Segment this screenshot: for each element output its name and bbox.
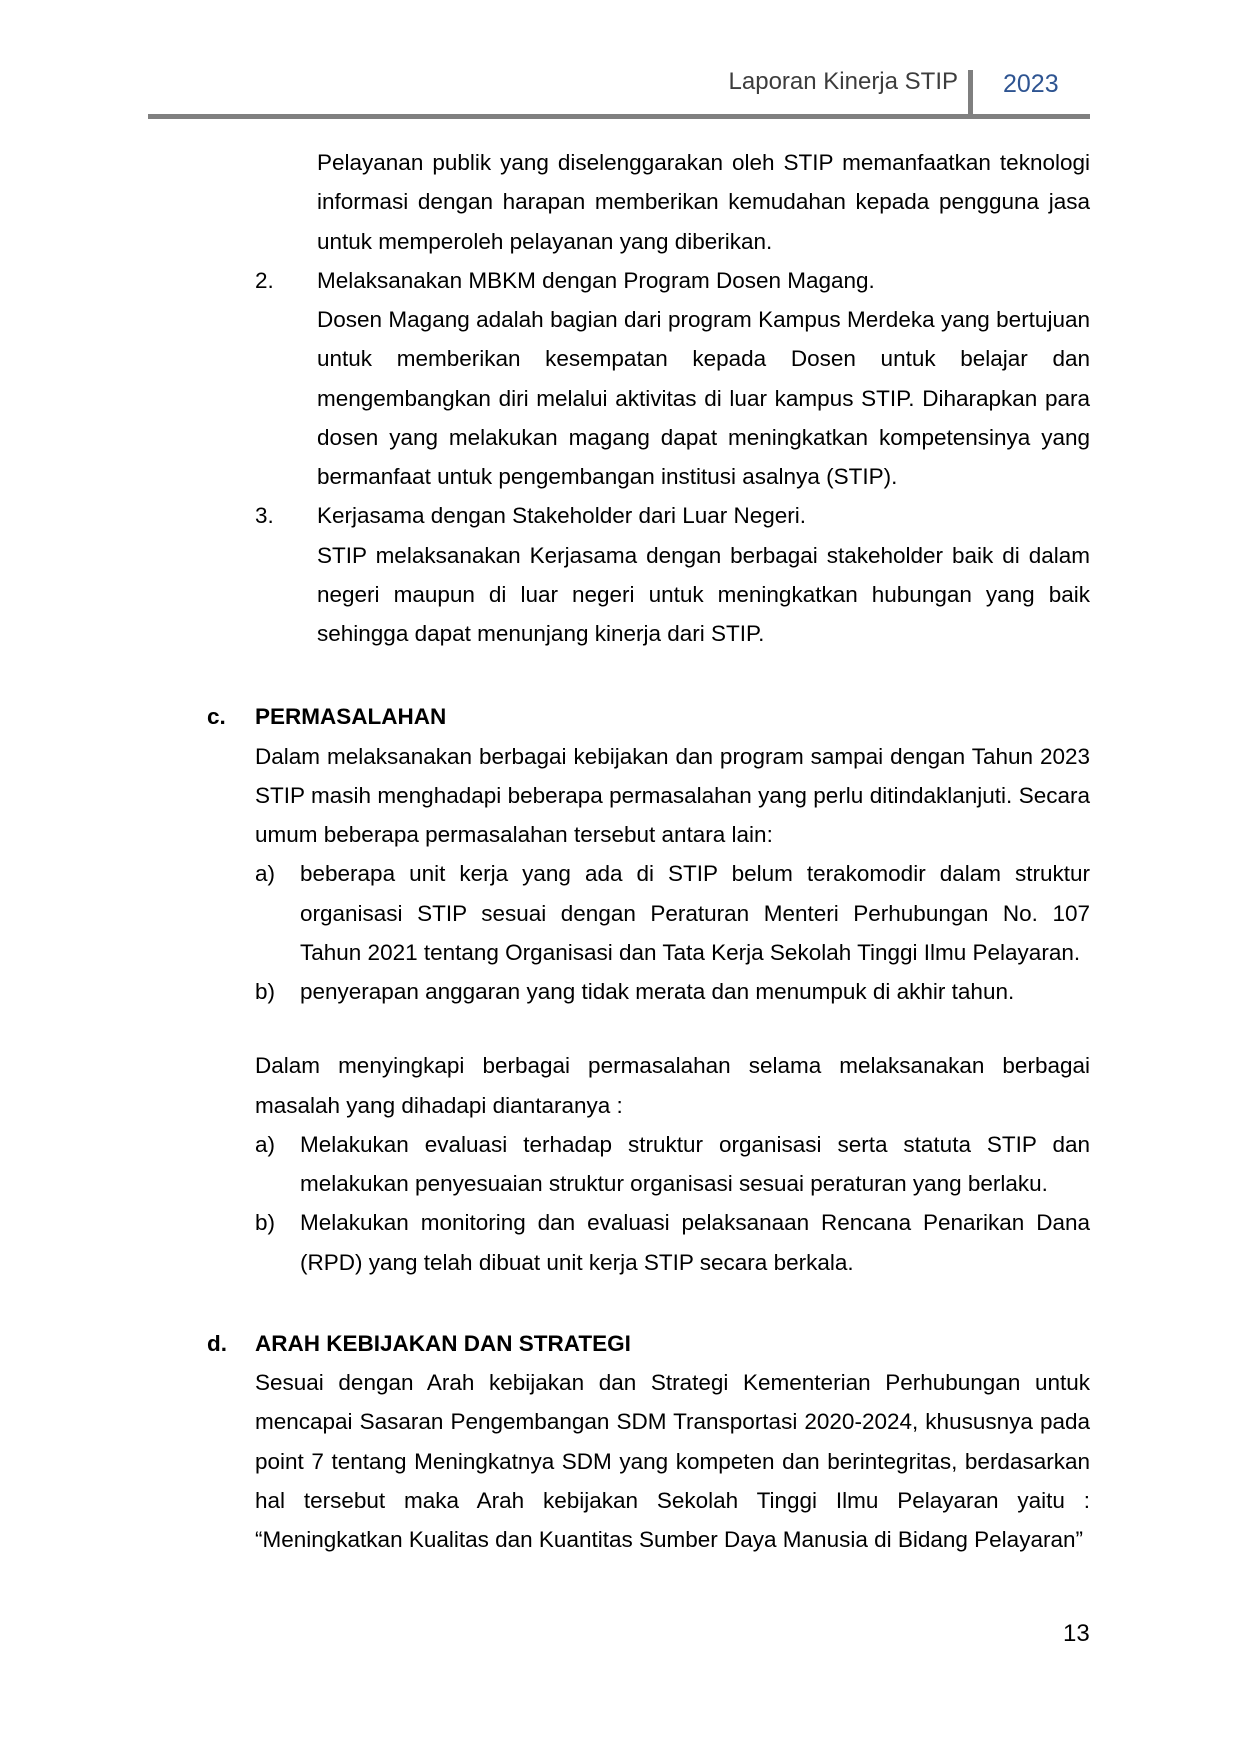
section-arah-kebijakan [207, 1324, 1090, 1560]
section-label: c. [207, 704, 226, 730]
section-title: PERMASALAHAN [255, 704, 447, 730]
list-text: Melakukan monitoring dan evaluasi pelaksanaan Rencana Penarikan Dana (RPD) yang telah dibuat unit kerja STIP secara berkala. [300, 1210, 1090, 1275]
item-number: 2. [255, 267, 274, 293]
list-marker: a) [255, 861, 276, 887]
item-paragraph: Dosen Magang adalah bagian dari program Kampus Merdeka yang bertujuan untuk memberikan kesempatan kepada Dosen untuk belajar dan mengembangkan diri melalui aktivitas di luar kampus STIP. Diharapkan para dosen yang melakukan magang dapat meningkatkan kompetensinya yang bermanfaat untuk pengembangan institusi asalnya (STIP). [317, 307, 1090, 489]
header-year: 2023 [1003, 70, 1059, 98]
numbered-item-2 [255, 261, 1090, 497]
solution-item-b [255, 1203, 1090, 1282]
item-paragraph: STIP melaksanakan Kerjasama dengan berbagai stakeholder baik di dalam negeri maupun di luar negeri untuk meningkatkan hubungan yang baik sehingga dapat menunjang kinerja dari STIP. [317, 542, 1090, 646]
section-paragraph: Dalam melaksanakan berbagai kebijakan dan program sampai dengan Tahun 2023 STIP masih menghadapi beberapa permasalahan yang perlu ditindaklanjuti. Secara umum beberapa permasalahan tersebut antara lain: [255, 743, 1090, 847]
solution-item-a [255, 1125, 1090, 1204]
problem-item-b [255, 972, 1090, 1011]
list-marker: b) [255, 1210, 276, 1236]
section-title: ARAH KEBIJAKAN DAN STRATEGI [255, 1330, 631, 1356]
section-label: d. [207, 1330, 227, 1356]
header-divider [968, 70, 973, 119]
problem-item-a [255, 854, 1090, 972]
list-text: penyerapan anggaran yang tidak merata dan menumpuk di akhir tahun. [300, 979, 1015, 1004]
item-number: 3. [255, 503, 274, 529]
document-body [0, 119, 1241, 1559]
page-header [0, 0, 1241, 120]
item-title: Melaksanakan MBKM dengan Program Dosen Magang. [317, 267, 875, 293]
page-number: 13 [1063, 1620, 1090, 1647]
section-permasalahan [207, 697, 1090, 1282]
list-marker: a) [255, 1131, 276, 1157]
list-text: beberapa unit kerja yang ada di STIP belum terakomodir dalam struktur organisasi STIP sesuai dengan Peraturan Menteri Perhubungan No. 107 Tahun 2021 tentang Organisasi dan Tata Kerja Sekolah Tinggi Ilmu Pelayaran. [300, 861, 1090, 965]
header-title: Laporan Kinerja STIP [728, 68, 958, 95]
item-title: Kerjasama dengan Stakeholder dari Luar Negeri. [317, 503, 807, 529]
list-text: Melakukan evaluasi terhadap struktur organisasi serta statuta STIP dan melakukan penyesuaian struktur organisasi sesuai peraturan yang berlaku. [300, 1131, 1090, 1196]
section-paragraph: Dalam menyingkapi berbagai permasalahan selama melaksanakan berbagai masalah yang dihadapi diantaranya : [255, 1053, 1090, 1118]
intro-paragraph: Pelayanan publik yang diselenggarakan oleh STIP memanfaatkan teknologi informasi dengan harapan memberikan kemudahan kepada pengguna jasa untuk memperoleh pelayanan yang diberikan. [317, 150, 1090, 254]
section-paragraph: Sesuai dengan Arah kebijakan dan Strategi Kementerian Perhubungan untuk mencapai Sasaran Pengembangan SDM Transportasi 2020-2024, khususnya pada point 7 tentang Meningkatnya SDM yang kompeten dan berintegritas, berdasarkan hal tersebut maka Arah kebijakan Sekolah Tinggi Ilmu Pelayaran yaitu : “Meningkatkan Kualitas dan Kuantitas Sumber Daya Manusia di Bidang Pelayaran” [255, 1370, 1090, 1552]
numbered-item-3 [255, 496, 1090, 653]
list-marker: b) [255, 979, 276, 1004]
